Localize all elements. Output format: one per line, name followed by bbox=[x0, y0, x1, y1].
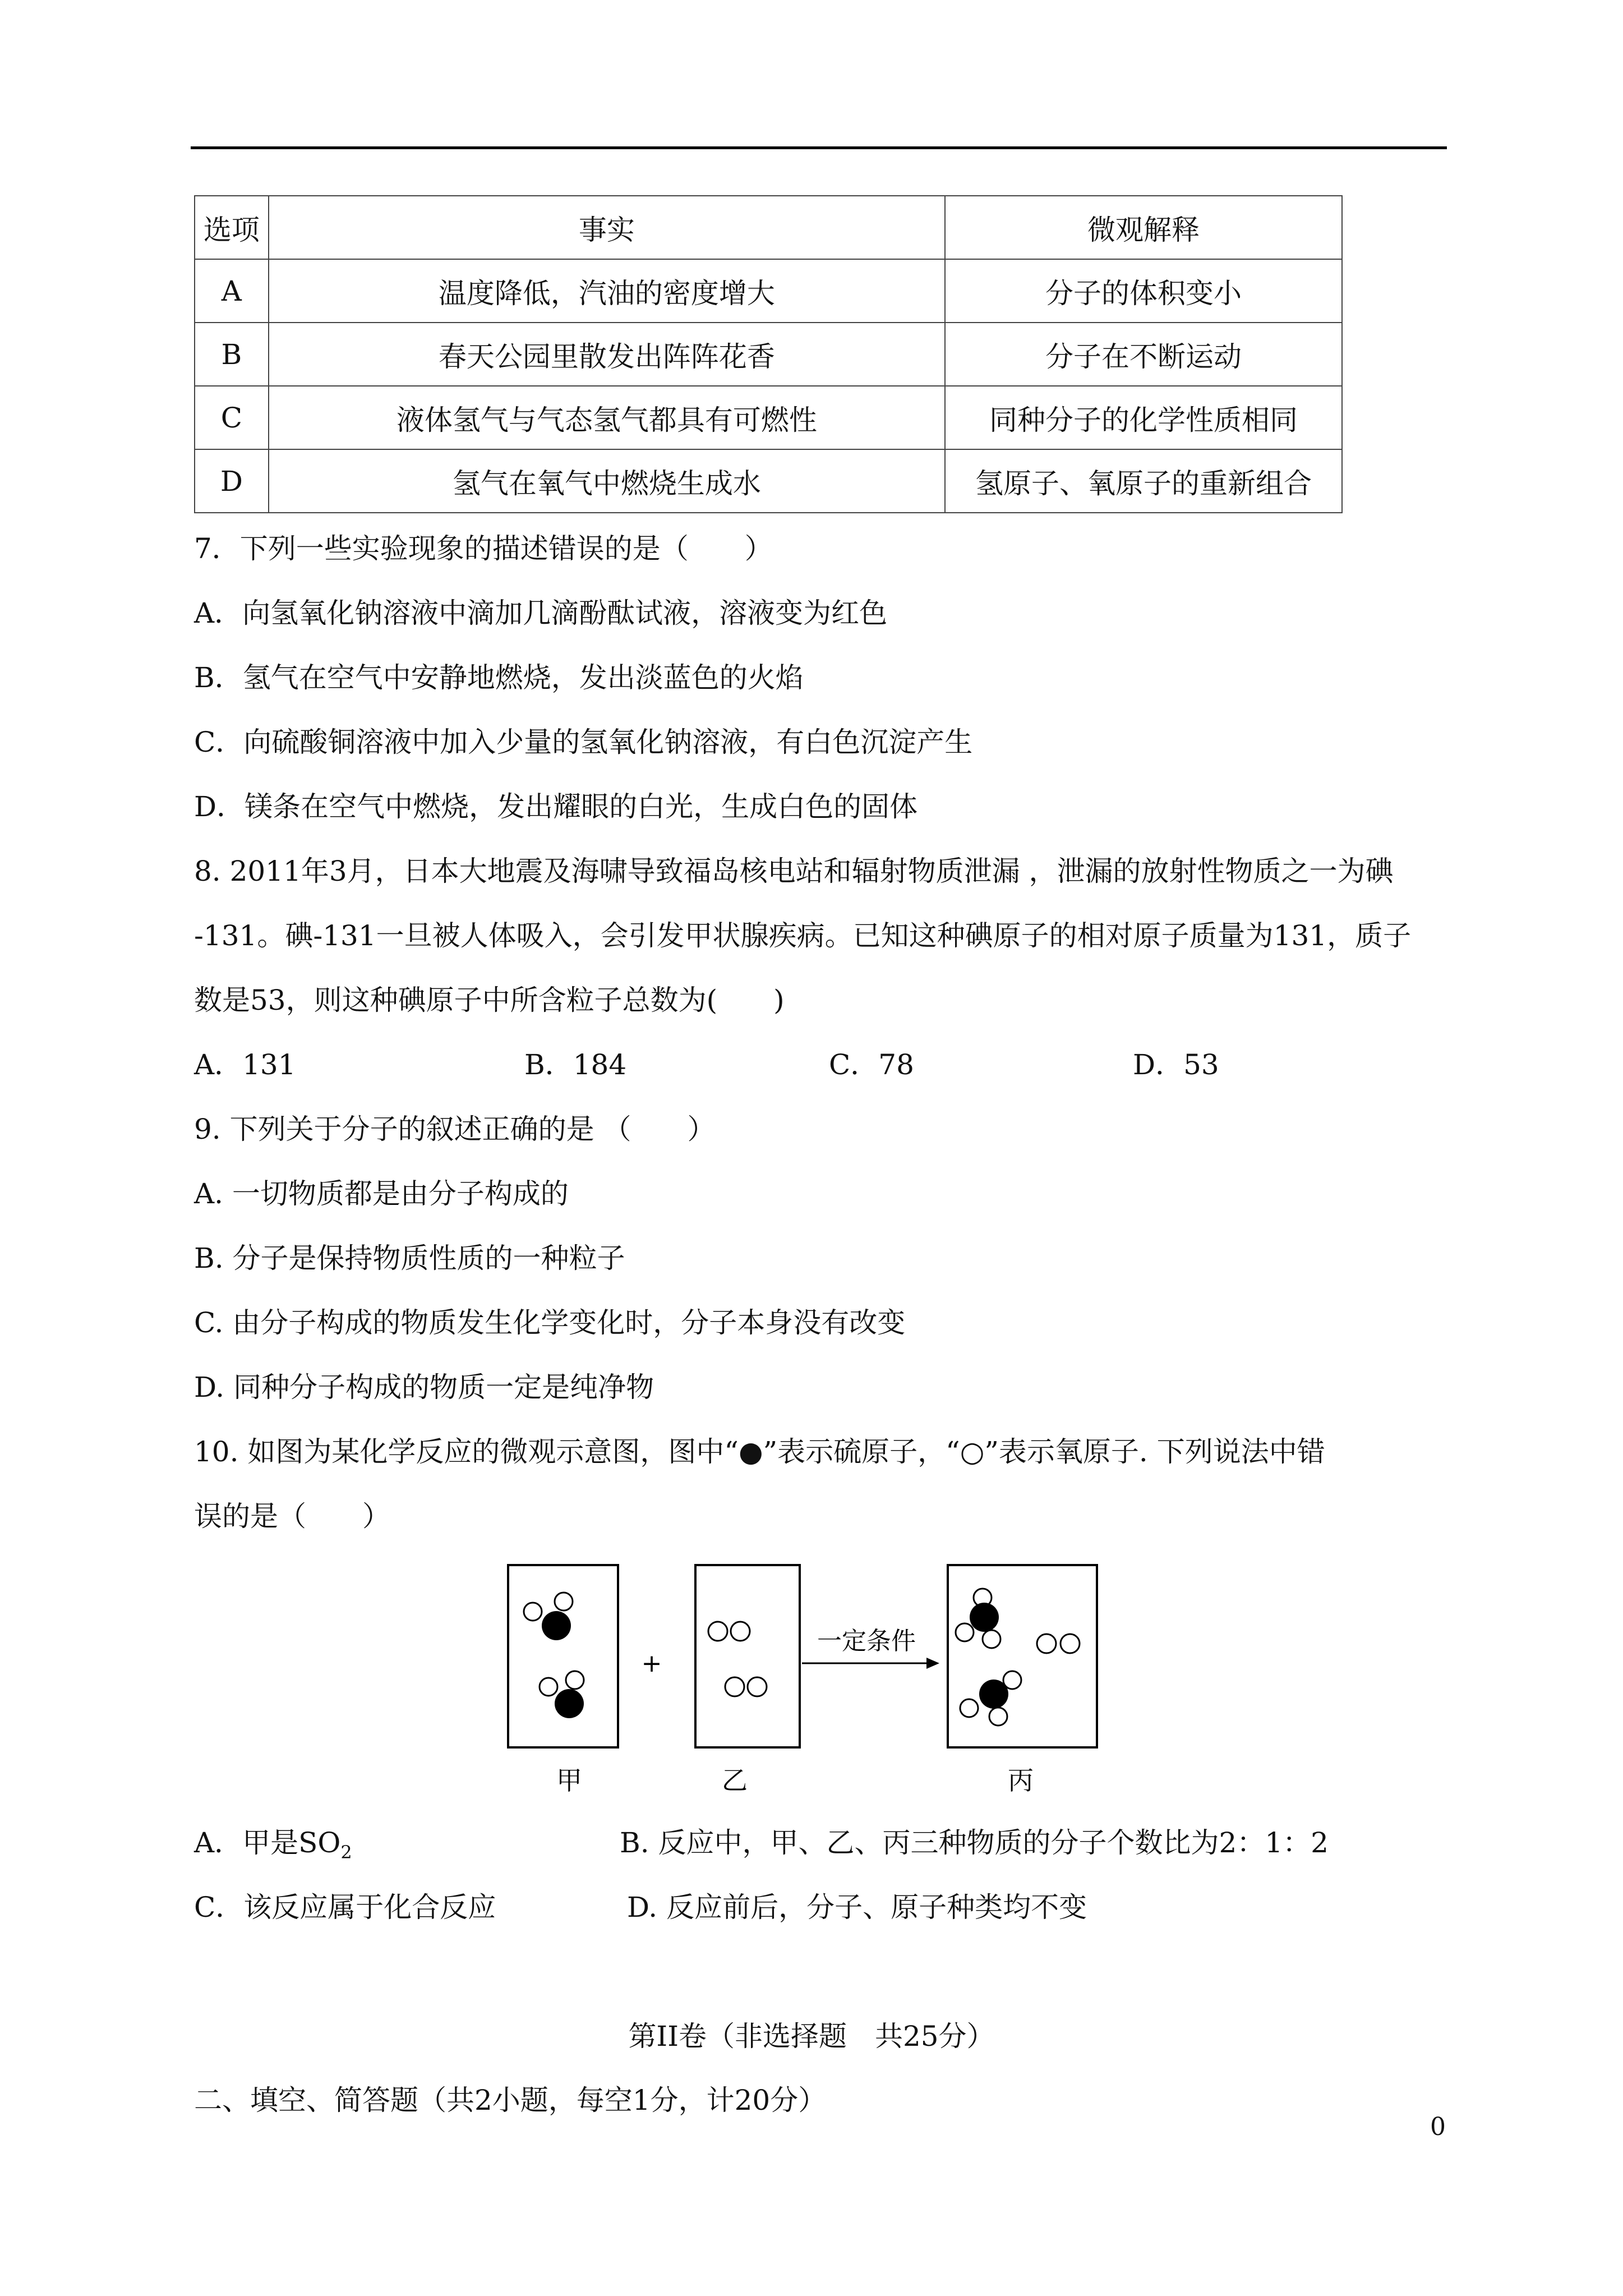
oxygen-atom-icon bbox=[1061, 1634, 1080, 1653]
section-heading: 二、填空、简答题（共2小题，每空1分，计20分） bbox=[194, 2084, 827, 2116]
q10-option-d: D. 反应前后，分子、原子种类均不变 bbox=[627, 1891, 1087, 1924]
q8-line-3: 数是53，则这种碘原子中所含粒子总数为( ) bbox=[194, 984, 785, 1016]
table-cell: 氢气在氧气中燃烧生成水 bbox=[269, 449, 945, 513]
q9-stem: 9. 下列关于分子的叙述正确的是 （ ） bbox=[194, 1113, 716, 1145]
q10-option-c: C．该反应属于化合反应 bbox=[194, 1891, 496, 1924]
table-row bbox=[195, 323, 1342, 386]
table-row bbox=[195, 386, 1342, 449]
table-cell: D bbox=[195, 449, 269, 513]
q7-stem: 7．下列一些实验现象的描述错误的是（ ） bbox=[194, 532, 773, 565]
table-header-row bbox=[195, 196, 1342, 259]
page-number: 0 bbox=[1430, 2113, 1446, 2141]
molecule-o2 bbox=[1037, 1634, 1080, 1653]
oxygen-atom-icon bbox=[524, 1603, 542, 1621]
table-header-cell: 微观解释 bbox=[945, 196, 1342, 259]
box-bing bbox=[948, 1565, 1097, 1747]
oxygen-atom-icon bbox=[725, 1677, 744, 1696]
q7-option-c: C．向硫酸铜溶液中加入少量的氢氧化钠溶液，有白色沉淀产生 bbox=[194, 726, 973, 758]
table-cell: B bbox=[195, 323, 269, 386]
q8-line-1: 8. 2011年3月，日本大地震及海啸导致福岛核电站和辐射物质泄漏 ，泄漏的放射性物质之一为碘 bbox=[194, 855, 1394, 887]
q10-option-b: B. 反应中，甲、乙、丙三种物质的分子个数比为2：1：2 bbox=[620, 1826, 1329, 1859]
oxygen-atom-icon bbox=[1037, 1634, 1056, 1653]
header-rule bbox=[191, 146, 1447, 149]
table-cell: 温度降低，汽油的密度增大 bbox=[269, 259, 945, 323]
q9-option-b: B. 分子是保持物质性质的一种粒子 bbox=[194, 1242, 625, 1274]
oxygen-atom-icon bbox=[708, 1622, 727, 1641]
molecule-o2 bbox=[708, 1622, 750, 1641]
arrow-head-icon bbox=[926, 1658, 939, 1669]
q8-option-d: D．53 bbox=[1133, 1048, 1219, 1081]
molecule-so3 bbox=[960, 1671, 1021, 1726]
oxygen-atom-icon bbox=[748, 1677, 767, 1696]
facts-table bbox=[194, 195, 1343, 513]
q8-option-a: A．131 bbox=[194, 1048, 296, 1081]
oxygen-atom-icon bbox=[731, 1622, 750, 1641]
q7-option-d: D．镁条在空气中燃烧，发出耀眼的白光，生成白色的固体 bbox=[194, 790, 918, 823]
table-cell: C bbox=[195, 386, 269, 449]
table-row bbox=[195, 449, 1342, 513]
label-jia: 甲 bbox=[556, 1765, 582, 1796]
oxygen-atom-icon bbox=[956, 1623, 974, 1641]
oxygen-atom-icon bbox=[983, 1630, 1000, 1648]
q9-option-c: C. 由分子构成的物质发生化学变化时，分子本身没有改变 bbox=[194, 1306, 906, 1339]
q7-option-b: B．氢气在空气中安静地燃烧，发出淡蓝色的火焰 bbox=[194, 661, 804, 694]
q10-option-a bbox=[194, 1826, 352, 1869]
label-yi: 乙 bbox=[722, 1765, 748, 1796]
section-title: 第II卷（非选择题 共25分） bbox=[628, 2020, 995, 2053]
q10-option-a-subscript: 2 bbox=[340, 1842, 352, 1863]
q8-option-c: C．78 bbox=[829, 1048, 914, 1081]
reaction-diagram bbox=[505, 1559, 1122, 1812]
sulfur-atom-icon bbox=[979, 1680, 1008, 1709]
table-header-cell: 事实 bbox=[269, 196, 945, 259]
oxygen-atom-icon bbox=[540, 1678, 557, 1696]
molecule-so2 bbox=[540, 1671, 584, 1718]
q8-line-2: -131。碘-131一旦被人体吸入，会引发甲状腺疾病。已知这种碘原子的相对原子质量为131，质子 bbox=[194, 919, 1412, 952]
table-cell: 春天公园里散发出阵阵花香 bbox=[269, 323, 945, 386]
sulfur-atom-icon bbox=[970, 1603, 999, 1632]
arrow-label: 一定条件 bbox=[817, 1627, 916, 1655]
oxygen-atom-icon bbox=[566, 1671, 584, 1689]
molecule-so3 bbox=[956, 1589, 1000, 1648]
table-cell: 液体氢气与气态氢气都具有可燃性 bbox=[269, 386, 945, 449]
oxygen-atom-icon bbox=[555, 1593, 573, 1611]
table-cell: A bbox=[195, 259, 269, 323]
q7-option-a: A．向氢氧化钠溶液中滴加几滴酚酞试液，溶液变为红色 bbox=[194, 597, 888, 629]
q10-line-2: 误的是（ ） bbox=[194, 1500, 390, 1533]
sulfur-atom-icon bbox=[555, 1689, 584, 1718]
q8-option-b: B．184 bbox=[524, 1048, 627, 1081]
table-row bbox=[195, 259, 1342, 323]
q10-option-a-text: A．甲是SO bbox=[194, 1826, 341, 1859]
plus-sign: + bbox=[641, 1649, 662, 1678]
q9-option-d: D. 同种分子构成的物质一定是纯净物 bbox=[194, 1371, 654, 1404]
oxygen-atom-icon bbox=[989, 1708, 1007, 1726]
table-cell: 分子在不断运动 bbox=[945, 323, 1342, 386]
table-cell: 氢原子、氧原子的重新组合 bbox=[945, 449, 1342, 513]
oxygen-atom-icon bbox=[960, 1699, 978, 1717]
table-cell: 同种分子的化学性质相同 bbox=[945, 386, 1342, 449]
table-cell: 分子的体积变小 bbox=[945, 259, 1342, 323]
q9-option-a: A. 一切物质都是由分子构成的 bbox=[194, 1177, 569, 1210]
sulfur-atom-icon bbox=[542, 1611, 571, 1640]
table-header-cell: 选项 bbox=[195, 196, 269, 259]
q10-line-1: 10. 如图为某化学反应的微观示意图，图中“●”表示硫原子，“○”表示氧原子. 下列说法中错 bbox=[194, 1435, 1325, 1468]
box-yi bbox=[695, 1565, 800, 1747]
molecule-o2 bbox=[725, 1677, 767, 1696]
molecule-so2 bbox=[524, 1593, 573, 1640]
label-bing: 丙 bbox=[1008, 1765, 1034, 1796]
